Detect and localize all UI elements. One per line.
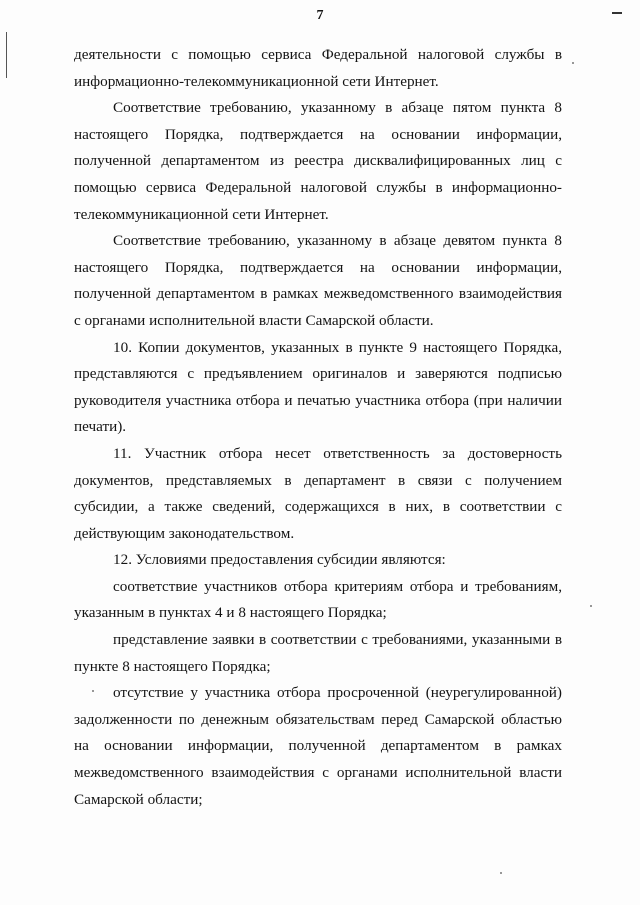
scan-speck [590,605,592,607]
scan-speck [500,872,502,874]
paragraph: Соответствие требованию, указанному в абзаце девятом пункта 8 настоящего Порядка, подтверждается на основании информации, полученной департаментом в рамках межведомственного взаимодействия с органами исполнительной власти Самарской области. [74,232,562,329]
paragraph: представление заявки в соответствии с требованиями, указанными в пункте 8 настоящего Порядка; [74,631,562,675]
scan-speck [572,62,574,64]
paragraph-item-12: 12. Условиями предоставления субсидии являются: [113,551,446,569]
document-body [74,42,562,813]
paragraph-continuation: деятельности с помощью сервиса Федеральной налоговой службы в информационно-телекоммуникационной сети Интернет. [74,46,562,90]
paragraph: соответствие участников отбора критериям отбора и требованиям, указанным в пунктах 4 и 8 настоящего Порядка; [74,577,562,622]
scan-edge-line [6,32,7,78]
page-number: 7 [316,8,324,23]
paragraph: Соответствие требованию, указанному в абзаце пятом пункта 8 настоящего Порядка, подтверждается на основании информации, полученной департаментом из реестра дисквалифицированных лиц с помощью сервиса Федеральной налоговой службы в информационно-телекоммуникационной сети Интернет. [74,99,562,223]
paragraph-item-10: 10. Копии документов, указанных в пункте 9 настоящего Порядка, представляются с предъявлением оригиналов и заверяются подписью руководителя участника отбора и печатью участника отбора (при наличии печати). [74,338,562,436]
paragraph-item-11: 11. Участник отбора несет ответственность за достоверность документов, представляемых в департамент в связи с получением субсидии, а также сведений, содержащихся в них, в соответствии с действующим законодательством. [74,444,562,542]
paragraph: отсутствие у участника отбора просроченной (неурегулированной) задолженности по денежным обязательствам перед Самарской областью на основании информации, полученной департаментом в рамках межведомственного взаимодействия с органами исполнительной власти Самарской области; [74,684,562,808]
